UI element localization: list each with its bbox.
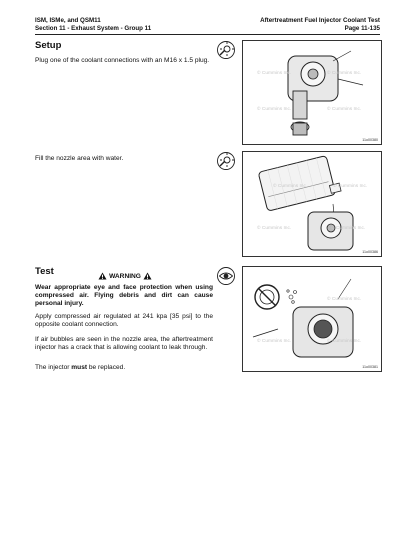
injector-plug-illustration [243, 41, 381, 144]
test-paragraph-1: Apply compressed air regulated at 241 kpa [35 psi] to the opposite coolant connection. [35, 313, 213, 329]
warning-header [95, 271, 155, 281]
wrench-gear-icon [216, 40, 236, 60]
manual-title: ISM, ISMe, and QSM11 [35, 17, 101, 24]
watermark: © Cummins Inc. [331, 226, 366, 231]
watermark: © Cummins Inc. [327, 297, 362, 302]
watermark: © Cummins Inc. [327, 107, 362, 112]
eye-inspect-icon [216, 266, 236, 286]
figure-number: 11o00381 [362, 365, 378, 369]
test-paragraph-2: If air bubbles are seen in the nozzle area, the aftertreatment injector has a crack that is allowing coolant to leak through. [35, 336, 213, 352]
setup-step-2: Fill the nozzle area with water. [35, 155, 124, 162]
section-title: Section 11 - Exhaust System - Group 11 [35, 24, 152, 32]
header-divider [35, 34, 380, 35]
test-paragraph-3-end: be replaced. [87, 364, 126, 371]
page-number: Page 11-135 [344, 24, 380, 32]
setup-heading: Setup [35, 40, 62, 51]
procedure-title: Aftertreatment Fuel Injector Coolant Test [260, 17, 380, 24]
wrench-gear-icon [216, 151, 236, 171]
warning-text: Wear appropriate eye and face protection when using compressed air. Flying debris and dirt can cause personal injury. [35, 284, 213, 308]
figure-air-bubble-test [242, 266, 382, 372]
watermark: © Cummins Inc. [257, 71, 292, 76]
figure-fill-water [242, 151, 382, 257]
figure-number: 11o00380 [362, 138, 378, 142]
test-paragraph-3 [35, 364, 213, 372]
warning-triangle-icon [98, 272, 107, 280]
warning-label: WARNING [109, 272, 141, 280]
watermark: © Cummins Inc. [257, 339, 292, 344]
water-fill-illustration [243, 152, 381, 256]
test-paragraph-3-start: The injector [35, 364, 72, 371]
air-test-illustration [243, 267, 381, 371]
watermark: © Cummins Inc. [333, 184, 368, 189]
header-right [260, 17, 380, 32]
header-left [35, 17, 151, 32]
setup-step-1: Plug one of the coolant connections with an M16 x 1.5 plug. [35, 57, 210, 64]
watermark: © Cummins Inc. [273, 184, 308, 189]
watermark: © Cummins Inc. [257, 107, 292, 112]
emphasis-must: must [71, 364, 88, 371]
watermark: © Cummins Inc. [257, 226, 292, 231]
test-heading: Test [35, 266, 54, 277]
figure-number: 11o00386 [362, 250, 378, 254]
watermark: © Cummins Inc. [327, 71, 362, 76]
watermark: © Cummins Inc. [327, 339, 362, 344]
figure-plug-connection [242, 40, 382, 145]
warning-triangle-icon [143, 272, 152, 280]
